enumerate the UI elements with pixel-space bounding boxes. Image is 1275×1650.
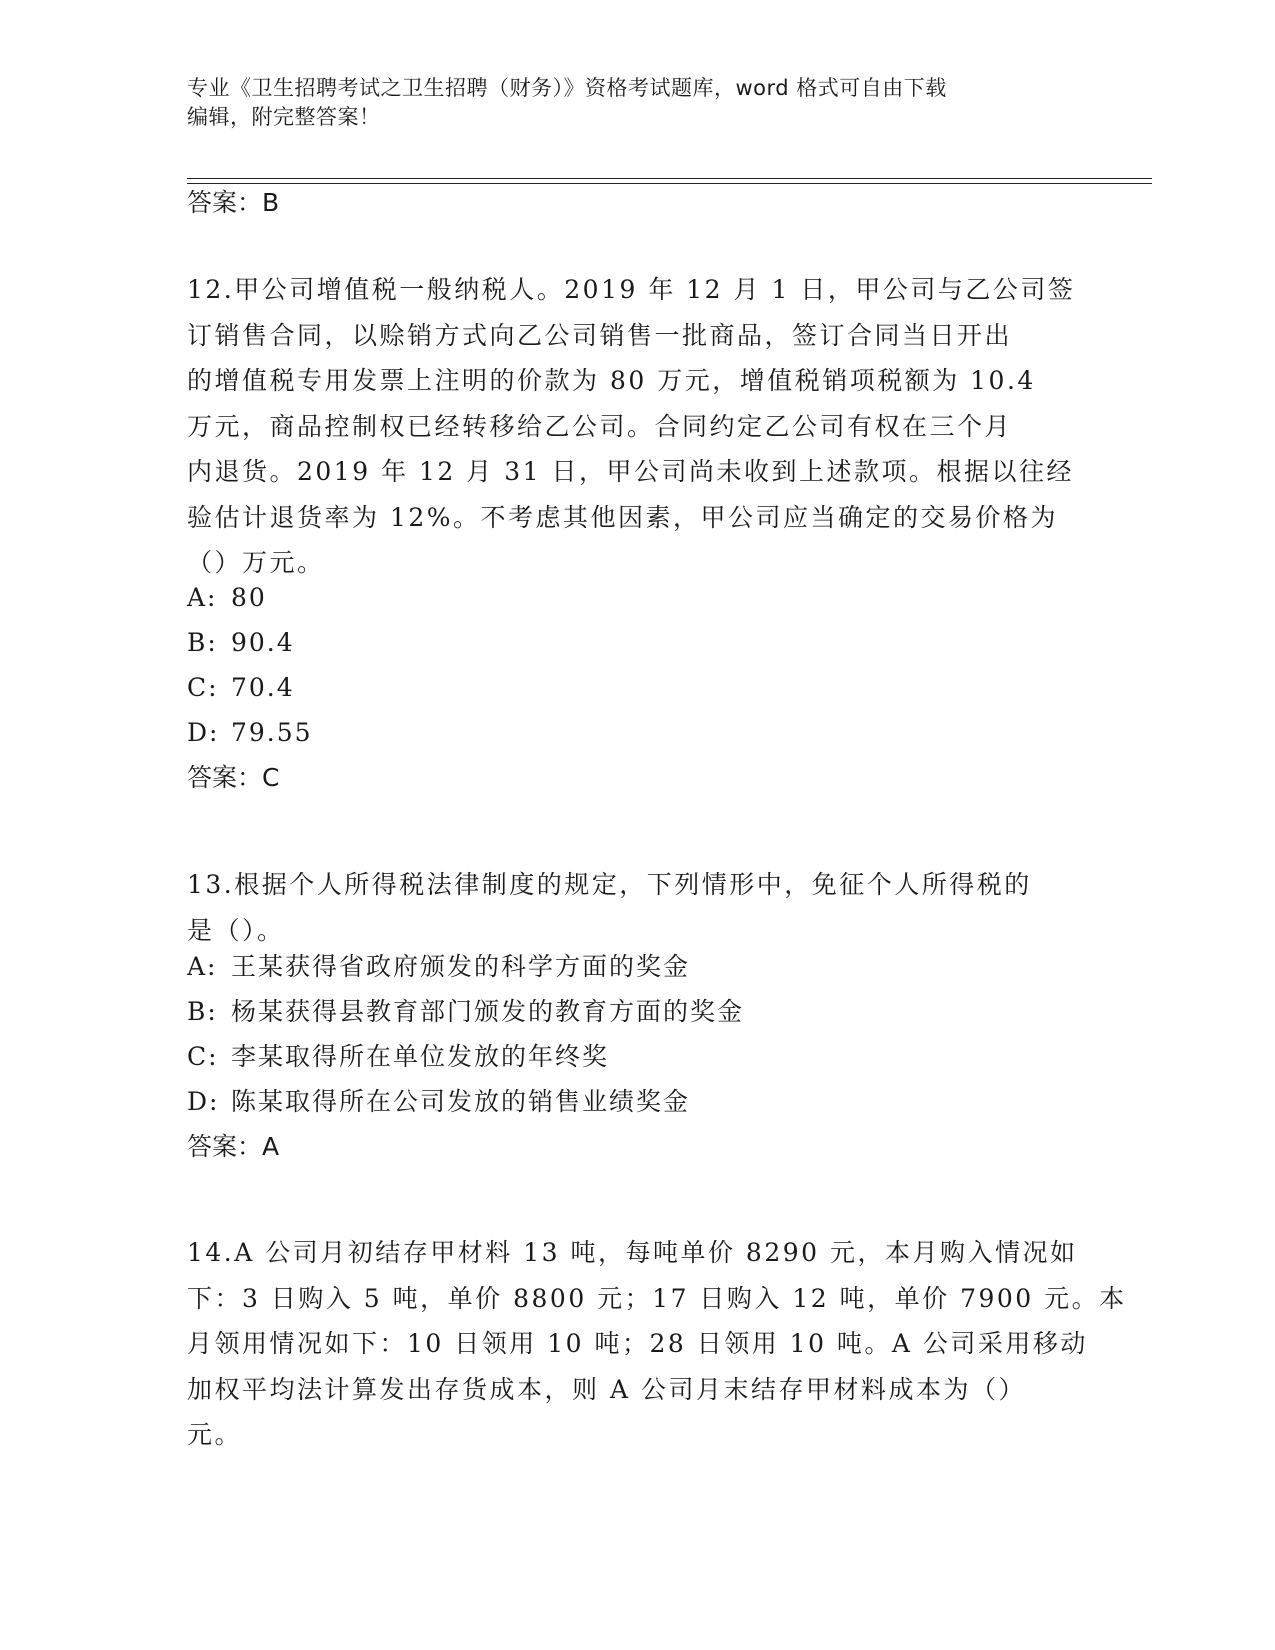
option-text: 杨某获得县教育部门颁发的教育方面的奖金 — [231, 997, 745, 1026]
question-12-option-a — [187, 583, 267, 613]
option-letter: B: — [187, 628, 218, 657]
option-letter: A: — [187, 583, 218, 612]
question-14-line: 月领用情况如下：10 日领用 10 吨；28 日领用 10 吨。A 公司采用移动 — [187, 1329, 1088, 1358]
question-13-line: 是（）。 — [187, 915, 285, 945]
page-header — [187, 74, 1087, 132]
option-letter: A: — [187, 952, 218, 981]
question-13-option-a — [187, 952, 690, 982]
option-text: 李某取得所在单位发放的年终奖 — [231, 1042, 610, 1071]
option-text: 90.4 — [231, 628, 295, 657]
question-12-line: 内退货。2019 年 12 月 31 日，甲公司尚未收到上述款项。根据以往经 — [187, 457, 1074, 486]
option-letter: D: — [187, 718, 220, 747]
option-text: 陈某取得所在公司发放的销售业绩奖金 — [231, 1087, 691, 1116]
question-14-line: 下：3 日购入 5 吨，单价 8800 元；17 日购入 12 吨，单价 7900 元。本 — [187, 1283, 1127, 1313]
question-14-line: 14.A 公司月初结存甲材料 13 吨，每吨单价 8290 元，本月购入情况如 — [187, 1238, 1078, 1267]
option-text: 80 — [231, 583, 267, 612]
question-12-line: 12.甲公司增值税一般纳税人。2019 年 12 月 1 日，甲公司与乙公司签 — [187, 275, 1076, 304]
option-text: 70.4 — [231, 673, 295, 702]
question-12-option-d — [187, 718, 313, 748]
question-14-line: 加权平均法计算发出存货成本，则 A 公司月末结存甲材料成本为（） — [187, 1374, 1026, 1404]
header-divider-top — [187, 178, 1152, 179]
option-text: 79.55 — [231, 718, 313, 747]
question-12-option-c — [187, 673, 295, 703]
question-12-line: （）万元。 — [187, 548, 325, 577]
option-letter: C: — [187, 673, 219, 702]
question-12-line: 万元，商品控制权已经转移给乙公司。合同约定乙公司有权在三个月 — [187, 411, 1013, 441]
header-line-1: 专业《卫生招聘考试之卫生招聘（财务）》资格考试题库，word 格式可自由下载 — [187, 76, 947, 100]
question-13-line: 13.根据个人所得税法律制度的规定，下列情形中，免征个人所得税的 — [187, 870, 1032, 899]
previous-answer: 答案：B — [187, 188, 280, 217]
question-14-line: 元。 — [187, 1420, 243, 1449]
question-12-line: 订销售合同，以赊销方式向乙公司销售一批商品，签订合同当日开出 — [187, 320, 1013, 350]
question-14 — [187, 1230, 1127, 1458]
question-12 — [187, 267, 1087, 586]
question-12-option-b — [187, 628, 295, 658]
question-13 — [187, 862, 1087, 953]
question-13-option-b — [187, 997, 744, 1027]
header-line-2: 编辑，附完整答案！ — [187, 105, 381, 129]
question-13-answer: 答案：A — [187, 1132, 280, 1161]
question-13-option-c — [187, 1042, 609, 1072]
question-13-option-d — [187, 1087, 690, 1117]
option-letter: C: — [187, 1042, 219, 1071]
question-12-answer: 答案：C — [187, 763, 280, 792]
option-letter: B: — [187, 997, 218, 1026]
header-divider-bottom — [187, 183, 1152, 184]
question-12-line: 的增值税专用发票上注明的价款为 80 万元，增值税销项税额为 10.4 — [187, 366, 1036, 395]
option-letter: D: — [187, 1087, 220, 1116]
option-text: 王某获得省政府颁发的科学方面的奖金 — [231, 952, 691, 981]
question-12-line: 验估计退货率为 12%。不考虑其他因素，甲公司应当确定的交易价格为 — [187, 502, 1059, 532]
